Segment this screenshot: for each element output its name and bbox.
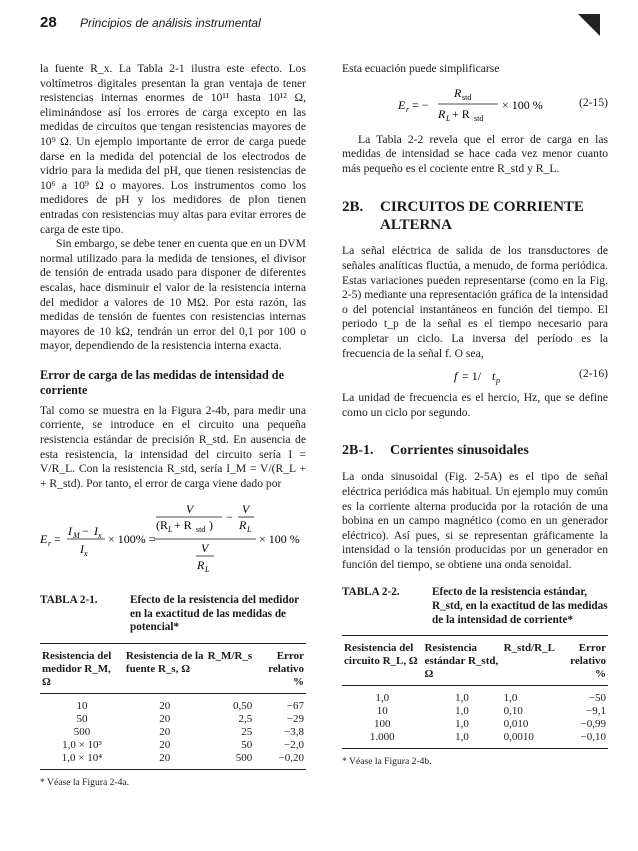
svg-text:= 1/: = 1/ <box>462 369 482 384</box>
table-cell: 25 <box>241 725 253 738</box>
table-label: TABLA 2-1. <box>40 594 98 607</box>
section-heading: Error de carga de las medidas de intensidad de corriente <box>40 367 284 397</box>
svg-text:× 100 %: × 100 % <box>259 532 300 547</box>
corner-mark <box>578 14 600 36</box>
svg-text:x: x <box>98 531 102 541</box>
equation-graphic <box>40 499 306 575</box>
svg-text:R: R <box>197 558 205 573</box>
table-cell: 20 <box>159 712 171 725</box>
svg-text:L: L <box>168 525 173 535</box>
column-header: Error relativo % <box>570 642 606 681</box>
paragraph: Tal como se muestra en la Figura 2-4b, para medir una corriente, se introduce en el circuito una pequeña resistencia estándar de precisión R_std. En ausencia de esta resistencia, la intensidad del circuito sería I = V/R_L. Con la resistencia R_std, sería I_M = V/(R_L + + R_std). Por tanto, el error de carga viene dado por <box>40 403 306 490</box>
section-heading <box>342 198 608 234</box>
table-cell: 0,010 <box>503 718 529 731</box>
section-number: 2B-1. <box>342 443 374 459</box>
table-row <box>342 686 608 706</box>
svg-text:× 100 %: × 100 % <box>502 97 543 112</box>
column-header: Error relativo % <box>268 649 304 688</box>
column-header: R_std/R_L <box>503 642 555 655</box>
svg-text:I: I <box>68 524 72 539</box>
table-cell: −50 <box>588 692 606 705</box>
svg-text:I: I <box>80 542 84 557</box>
svg-text:−: − <box>226 510 233 525</box>
table-cell: −3,8 <box>284 725 304 738</box>
page-header <box>40 14 600 38</box>
paragraph: Sin embargo, se debe tener en cuenta que en un DVM normal utilizado para la medida de tensiones, el divisor de tensión de entrada usado para disponer de diferentes escalas, hace disminuir el valor de la resistencia interna del medidor a valores de 10 MΩ. Por esta razón, las medidas de tensión de fuentes con resistencias internas mayores de 10 kΩ, tendrán un error del 0,1 por 100 o mayor, dependiendo de la resistencia interna exacta. <box>40 237 306 353</box>
svg-text:(R: (R <box>156 518 168 533</box>
svg-text:V: V <box>186 502 194 517</box>
equation-2-16 <box>342 361 608 391</box>
svg-text:−: − <box>82 524 89 539</box>
svg-text:): ) <box>209 518 213 533</box>
running-title: Principios de análisis instrumental <box>80 16 261 30</box>
table-cell: 0,0010 <box>503 731 534 744</box>
section-title: CIRCUITOS DE CORRIENTE ALTERNA <box>380 199 584 234</box>
paragraph: la fuente R_x. La Tabla 2-1 ilustra este efecto. Los voltímetros digitales presentan la gran ventaja de tener resistencias internas enormes de 10¹¹ hasta 10¹² Ω, eliminándose así los errores de carga excepto en las medidas de circuitos que tengan resistencias mayores de 10⁹ Ω. Un ejemplo importante de error de carga puede darse en la medida del potencial de los electrodos de vidrio para la medida del pH, que tienen resistencias de 10⁶ a 10⁹ Ω o mayores. Los instrumentos como los medidores de pH y los medidores de pIon tienen entradas con resistencias muy altas para evitar errores de carga de este tipo. <box>40 62 306 236</box>
table-row <box>40 713 306 726</box>
table-cell: 1,0 <box>455 692 469 705</box>
table-cell: 50 <box>241 738 253 751</box>
svg-text:R: R <box>239 518 247 533</box>
table-cell: 20 <box>159 738 171 751</box>
svg-text:r: r <box>48 539 52 549</box>
table-cell: 1,0 <box>503 692 518 705</box>
svg-text:+ R: + R <box>174 518 192 533</box>
svg-text:L: L <box>446 113 451 123</box>
table-cell: 100 <box>373 718 391 731</box>
table-cell: 500 <box>73 725 91 738</box>
left-column <box>40 62 306 790</box>
table-cell: −67 <box>286 699 304 712</box>
svg-text:V: V <box>242 502 250 517</box>
right-column <box>342 62 608 770</box>
table-cell: 50 <box>76 712 88 725</box>
table-row <box>40 726 306 739</box>
column-header: Resistencia del circuito R_L, Ω <box>344 642 418 668</box>
svg-text:std: std <box>474 113 484 123</box>
svg-text:+ R: + R <box>452 106 470 121</box>
table-cell: 1,0 <box>375 692 390 705</box>
equation-graphic <box>398 85 598 125</box>
table-row <box>342 705 608 718</box>
section-title: Corrientes sinusoidales <box>390 443 529 459</box>
table-cell: 0,50 <box>232 699 253 712</box>
table-cell: −29 <box>286 712 304 725</box>
paragraph: La onda sinusoidal (Fig. 2-5A) es el tipo de señal eléctrica periódica más habitual. Un ejemplo muy común es la corriente alterna producida por la rotación de una bobina en un campo magnético (como en un generador eléctrico). Así pues, si se representan gráficamente la intensidad o la tensión producidas por un generador en función del tiempo, se obtiene una onda senoidal. <box>342 470 608 571</box>
svg-text:R: R <box>438 106 446 121</box>
paragraph: Esta ecuación puede simplificarse <box>342 62 500 75</box>
table-cell: 500 <box>235 751 253 764</box>
column-header: Resistencia estándar R_std, Ω <box>424 642 499 681</box>
table-cell: 1,0 × 10⁴ <box>61 751 103 764</box>
loading-error-equation <box>40 499 306 580</box>
table-2-2 <box>342 635 608 749</box>
paragraph: La señal eléctrica de salida de los transductores de señales analíticas fluctúa, a menudo, de forma periódica. Estas variaciones pueden representarse (como en la Fig. 2-5) mediante una representación gráfica de la intensidad o del potencial instantáneos en función del tiempo. El periodo t_p de la señal es el tiempo necesario para completar un ciclo. La inversa del período es la frecuencia de la señal f. O sea, <box>342 244 608 360</box>
svg-text:f: f <box>454 369 458 384</box>
equation-graphic <box>454 361 524 391</box>
table-cell: −2,0 <box>284 738 304 751</box>
table-footnote: * Véase la Figura 2-4a. <box>40 776 130 788</box>
svg-text:=: = <box>54 532 61 547</box>
table-label: TABLA 2-2. <box>342 586 400 599</box>
table-cell: 1,0 × 10³ <box>62 738 102 751</box>
table-row <box>342 718 608 731</box>
svg-text:std: std <box>196 525 206 535</box>
equation-number: (2-15) <box>579 95 608 109</box>
table-row <box>342 731 608 749</box>
equation-2-15 <box>342 85 608 125</box>
table-cell: 1,0 <box>455 718 469 731</box>
table-cell: 20 <box>159 751 171 764</box>
svg-text:std: std <box>462 92 472 102</box>
table-caption <box>40 594 306 635</box>
table-footnote: * Véase la Figura 2-4b. <box>342 756 432 768</box>
svg-text:E: E <box>40 532 48 547</box>
table-row <box>40 752 306 770</box>
table-cell: 1.000 <box>369 731 395 744</box>
svg-text:M: M <box>73 531 80 541</box>
page-number: 28 <box>40 14 57 31</box>
table-cell: 20 <box>159 725 171 738</box>
table-cell: 0,10 <box>503 705 523 718</box>
column-header: Resistencia de la fuente R_s, Ω <box>125 649 204 675</box>
table-caption <box>342 586 608 627</box>
table-cell: 10 <box>376 705 388 718</box>
svg-text:t: t <box>492 369 496 384</box>
svg-text:R: R <box>454 85 462 100</box>
svg-text:L: L <box>205 565 210 575</box>
table-title: Efecto de la resistencia estándar, R_std, en la exactitud de las medidas de la intensidad de corriente* <box>432 586 608 626</box>
svg-text:× 100% =: × 100% = <box>108 532 156 547</box>
table-row <box>40 693 306 713</box>
table-cell: 1,0 <box>455 705 469 718</box>
svg-text:V: V <box>201 541 209 556</box>
table-cell: 1,0 <box>455 731 469 744</box>
table-title: Efecto de la resistencia del medidor en la exactitud de las medidas de potencial* <box>130 594 299 634</box>
svg-text:x: x <box>84 549 88 559</box>
paragraph: La Tabla 2-2 revela que el error de carga en las medidas de intensidad se hace cada vez menor cuanto más pequeño es el cociente entre R_std y R_L. <box>342 132 608 175</box>
svg-text:L: L <box>247 525 252 535</box>
table-2-1 <box>40 643 306 770</box>
svg-text:E: E <box>398 97 406 112</box>
paragraph: La unidad de frecuencia es el hercio, Hz, que se define como un ciclo por segundo. <box>342 391 608 419</box>
table-cell: 20 <box>159 699 171 712</box>
section-number: 2B. <box>342 199 364 216</box>
svg-text:= −: = − <box>412 97 429 112</box>
svg-text:r: r <box>406 104 410 114</box>
table-cell: −9,1 <box>586 705 606 718</box>
equation-number: (2-16) <box>579 367 608 381</box>
section-heading <box>342 442 608 460</box>
table-cell: −0,20 <box>278 751 304 764</box>
table-row <box>40 739 306 752</box>
column-header: R_M/R_s <box>207 649 253 662</box>
svg-text:I: I <box>94 524 98 539</box>
table-cell: −0,10 <box>580 731 606 744</box>
table-cell: 10 <box>76 699 88 712</box>
table-cell: −0,99 <box>580 718 606 731</box>
column-header: Resistencia del medidor R_M, Ω <box>42 649 112 688</box>
svg-text:p: p <box>496 376 500 386</box>
table-cell: 2,5 <box>238 712 253 725</box>
